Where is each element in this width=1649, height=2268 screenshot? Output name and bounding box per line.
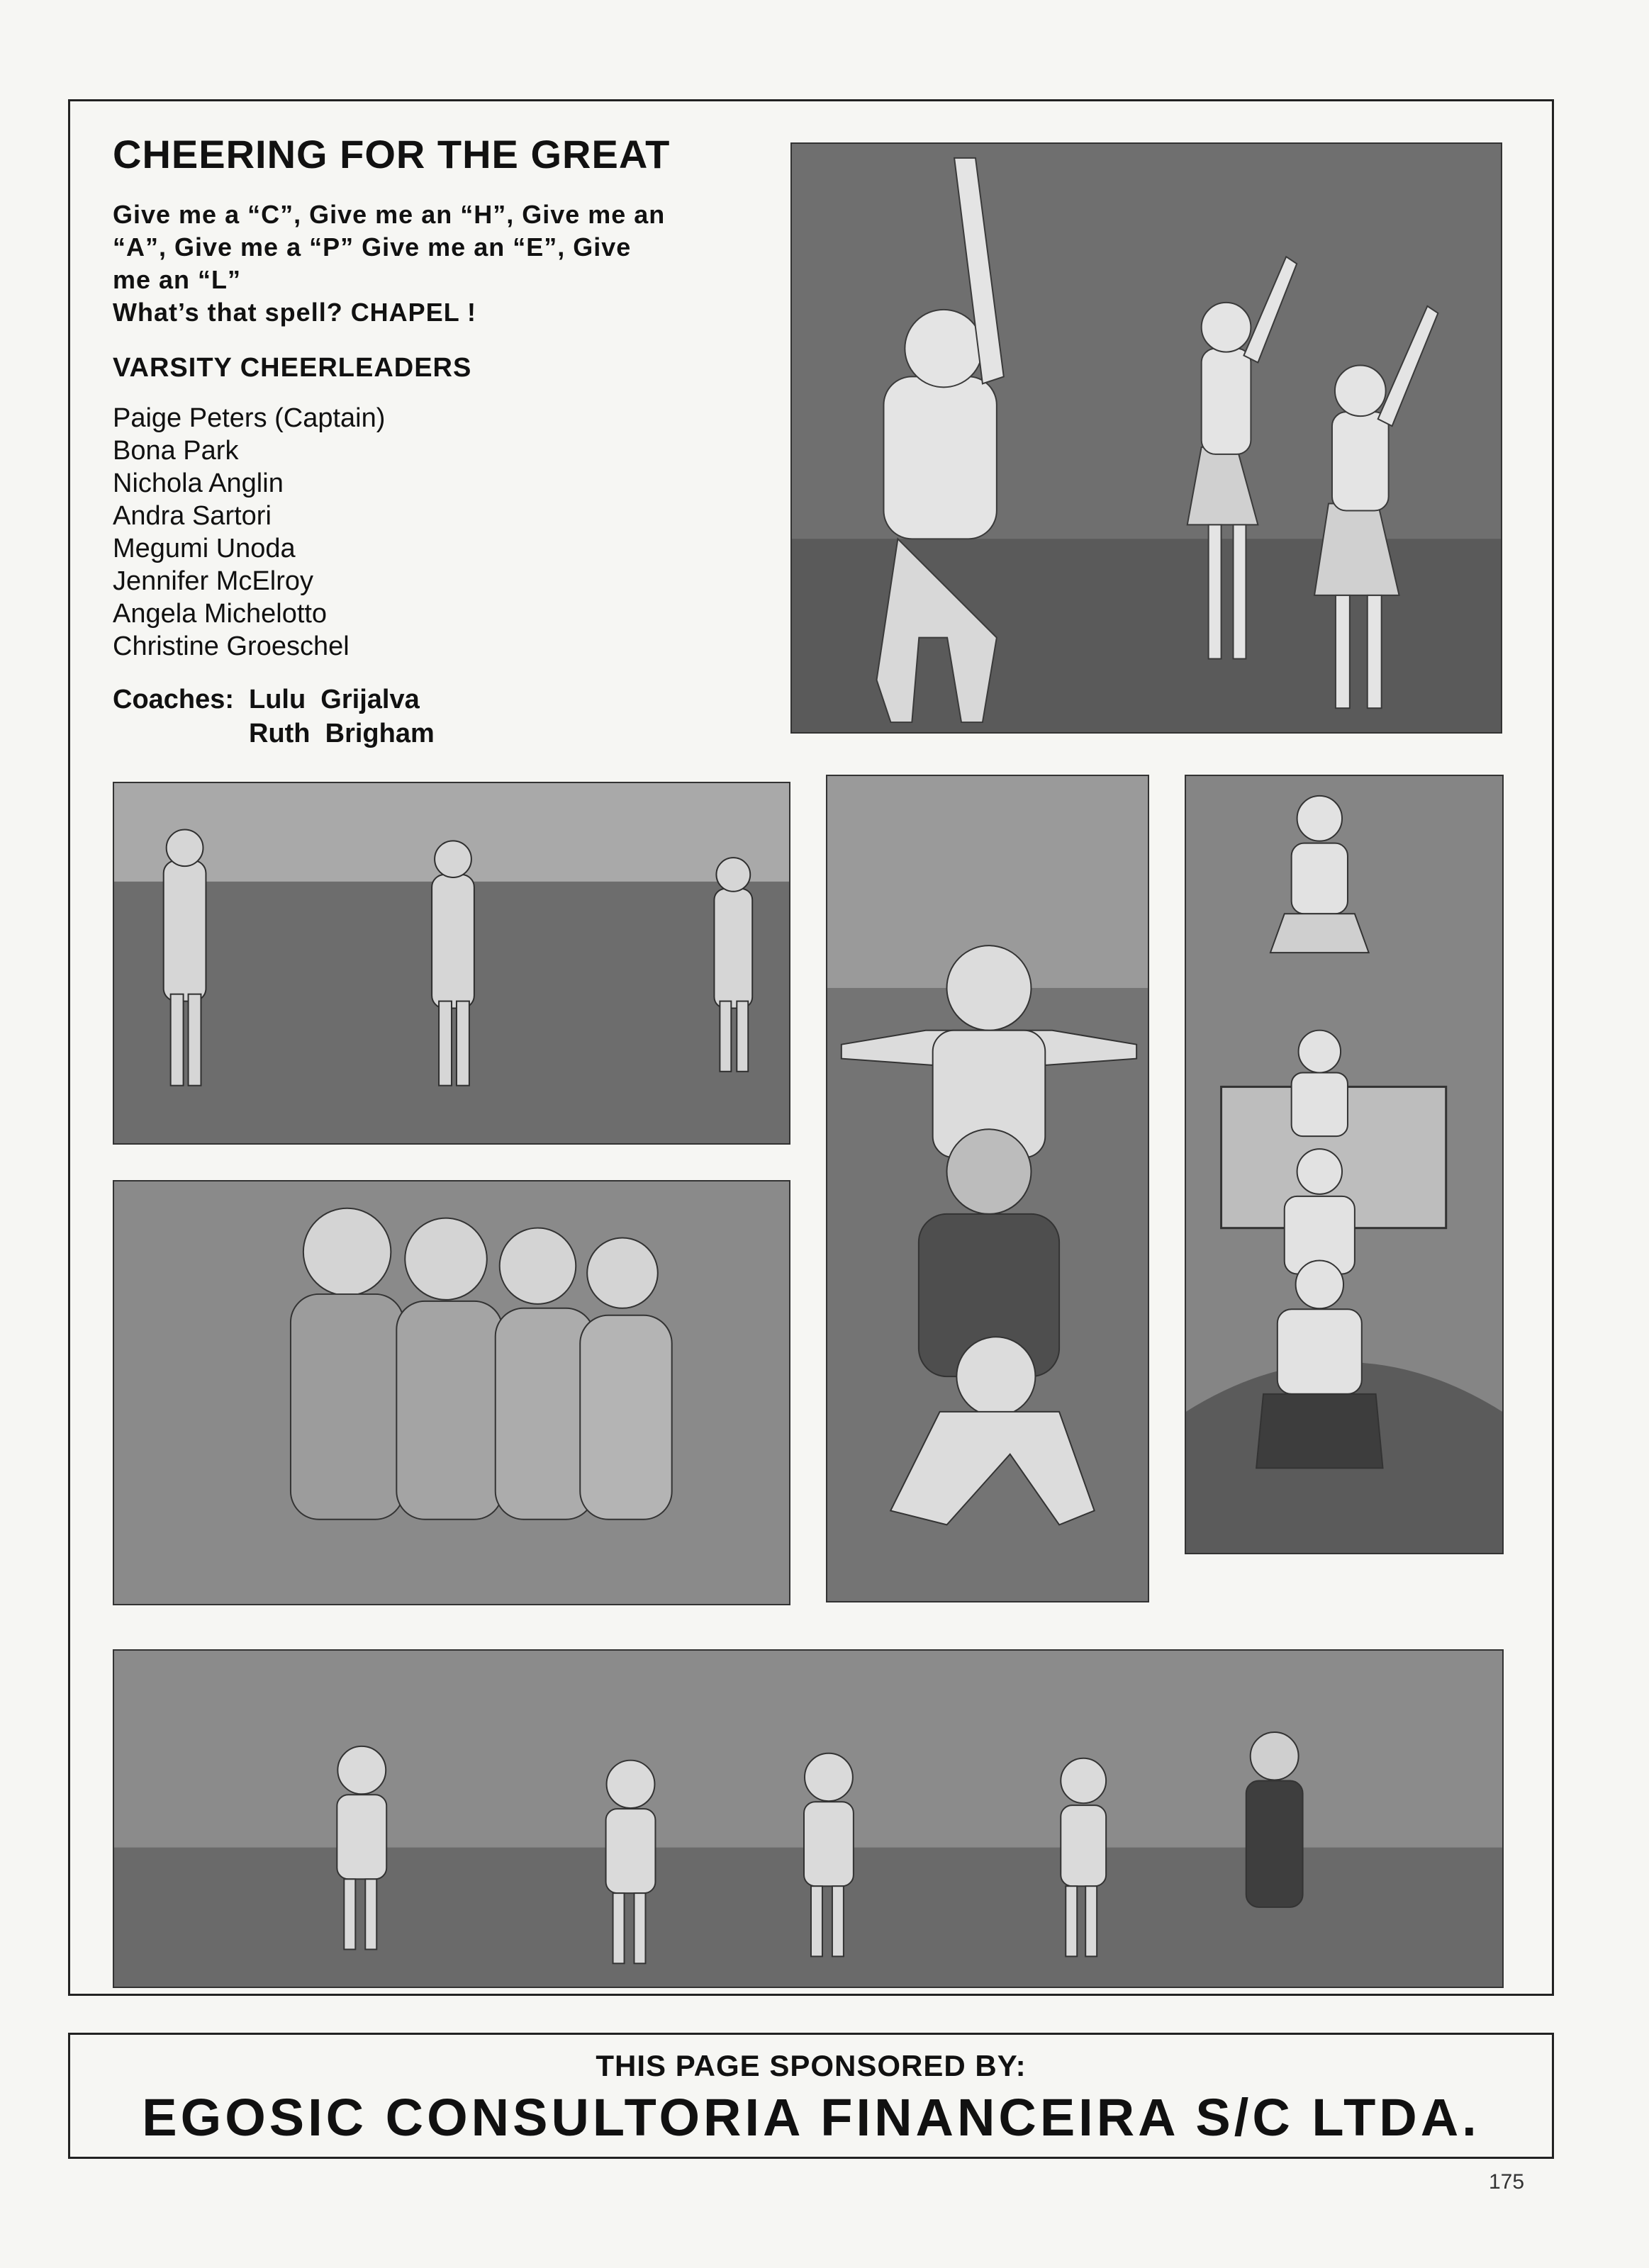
photo-human-stack-art [827, 776, 1148, 1601]
roster-member: Megumi Unoda [113, 534, 296, 563]
photo-lineup [113, 1180, 790, 1605]
sponsor-label: THIS PAGE SPONSORED BY: [596, 2049, 1027, 2082]
roster-member: Nichola Anglin [113, 468, 284, 498]
roster-member: Paige Peters (Captain) [113, 403, 386, 433]
sponsor-box [68, 2033, 1554, 2159]
chant-line: me an “L” [113, 265, 242, 294]
coach-name: Ruth Brigham [249, 719, 435, 748]
coaches-block [113, 683, 793, 751]
photo-pyramid-art [1186, 776, 1502, 1553]
photo-sideline-art [114, 1651, 1502, 1987]
page-frame [68, 99, 1554, 1996]
cheer-chant [113, 198, 793, 329]
roster-member: Andra Sartori [113, 501, 272, 531]
photo-pyramid [1185, 775, 1504, 1554]
roster-member: Jennifer McElroy [113, 566, 313, 596]
chant-line: Give me a “C”, Give me an “H”, Give me an [113, 200, 666, 229]
sponsor-name: EGOSIC CONSULTORIA FINANCEIRA S/C LTDA. [142, 2088, 1480, 2147]
photo-field-group [113, 782, 790, 1145]
roster-member: Bona Park [113, 436, 239, 466]
roster-list [113, 402, 793, 663]
page-number: 175 [1489, 2170, 1525, 2194]
text-block [113, 131, 793, 751]
roster-member: Christine Groeschel [113, 631, 350, 661]
page-title: CHEERING FOR THE GREAT [113, 132, 671, 176]
photo-cheer-jump-art [792, 144, 1501, 732]
chant-line: “A”, Give me a “P” Give me an “E”, Give [113, 232, 632, 262]
coach-row [113, 717, 793, 751]
coach-name: Lulu Grijalva [249, 685, 420, 714]
roster-member: Angela Michelotto [113, 599, 328, 629]
coaches-label: Coaches: [113, 685, 235, 714]
chant-line: What’s that spell? CHAPEL ! [113, 298, 477, 327]
roster-title: VARSITY CHEERLEADERS [113, 353, 472, 383]
photo-human-stack [826, 775, 1149, 1602]
photo-sideline [113, 1649, 1504, 1988]
coach-row [113, 683, 793, 717]
photo-cheer-jump [790, 142, 1502, 734]
photo-lineup-art [114, 1181, 789, 1604]
photo-field-group-art [114, 783, 789, 1143]
